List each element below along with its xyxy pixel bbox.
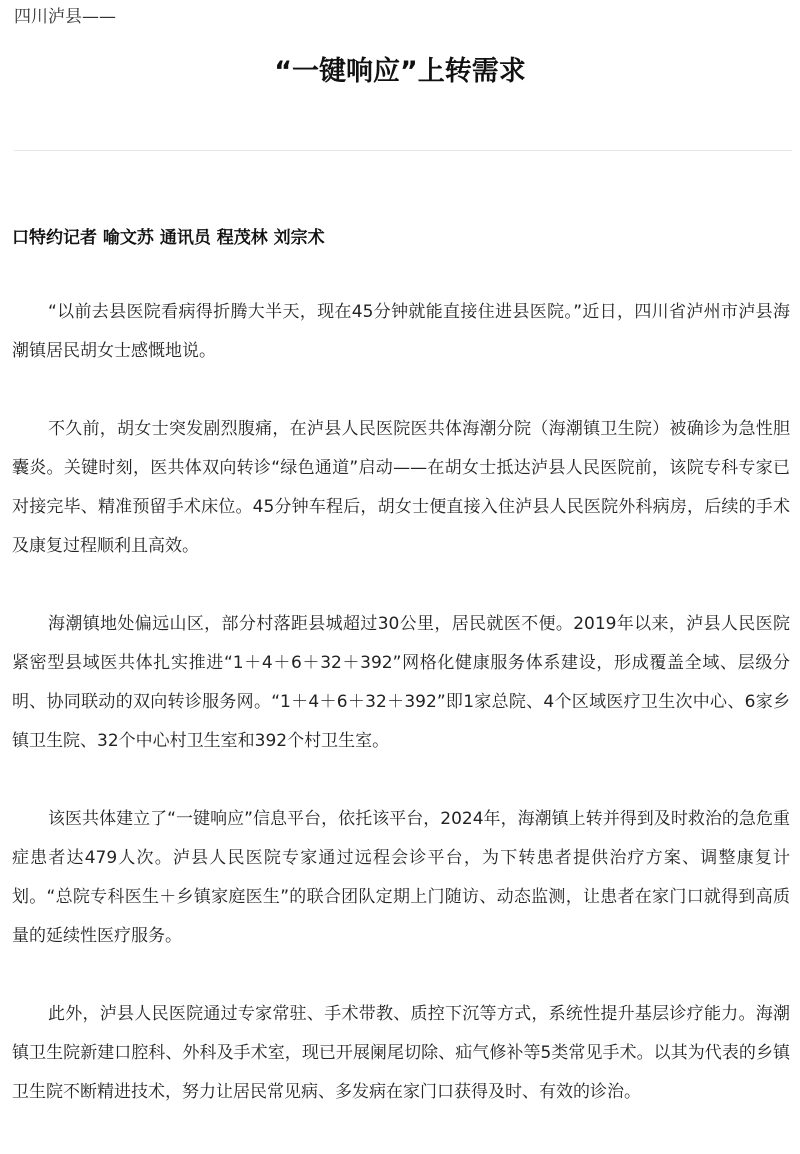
article-paragraph: 不久前，胡女士突发剧烈腹痛，在泸县人民医院医共体海潮分院（海潮镇卫生院）被确诊为急性胆囊炎。关键时刻，医共体双向转诊“绿色通道”启动——在胡女士抵达泸县人民医院前，该院专科专家已对接完毕、精准预留手术床位。45分钟车程后，胡女士便直接入住泸县人民医院外科病房，后续的手术及康复过程顺利且高效。 — [12, 419, 790, 556]
title-divider — [14, 150, 792, 151]
article-paragraph: “以前去县医院看病得折腾大半天，现在45分钟就能直接住进县医院。”近日，四川省泸州市泸县海潮镇居民胡女士感慨地说。 — [12, 302, 790, 361]
article-byline: 口特约记者 喻文苏 通讯员 程茂林 刘宗术 — [12, 228, 325, 248]
article-kicker: 四川泸县—— — [14, 7, 116, 27]
article-paragraph: 此外，泸县人民医院通过专家常驻、手术带教、质控下沉等方式，系统性提升基层诊疗能力。海潮镇卫生院新建口腔科、外科及手术室，现已开展阑尾切除、疝气修补等5类常见手术。以其为代表的乡镇卫生院不断精进技术，努力让居民常见病、多发病在家门口获得及时、有效的诊治。 — [12, 1004, 790, 1102]
article-body — [12, 293, 790, 1151]
article-title: “一键响应”上转需求 — [274, 56, 526, 87]
article-paragraph: 海潮镇地处偏远山区，部分村落距县城超过30公里，居民就医不便。2019年以来，泸县人民医院紧密型县域医共体扎实推进“1＋4＋6＋32＋392”网格化健康服务体系建设，形成覆盖全域、层级分明、协同联动的双向转诊服务网。“1＋4＋6＋32＋392”即1家总院、4个区域医疗卫生次中心、6家乡镇卫生院、32个中心村卫生室和392个村卫生室。 — [12, 614, 790, 751]
article-paragraph: 该医共体建立了“一键响应”信息平台，依托该平台，2024年，海潮镇上转并得到及时救治的急危重症患者达479人次。泸县人民医院专家通过远程会诊平台，为下转患者提供治疗方案、调整康复计划。“总院专科医生＋乡镇家庭医生”的联合团队定期上门随访、动态监测，让患者在家门口就得到高质量的延续性医疗服务。 — [12, 809, 790, 946]
